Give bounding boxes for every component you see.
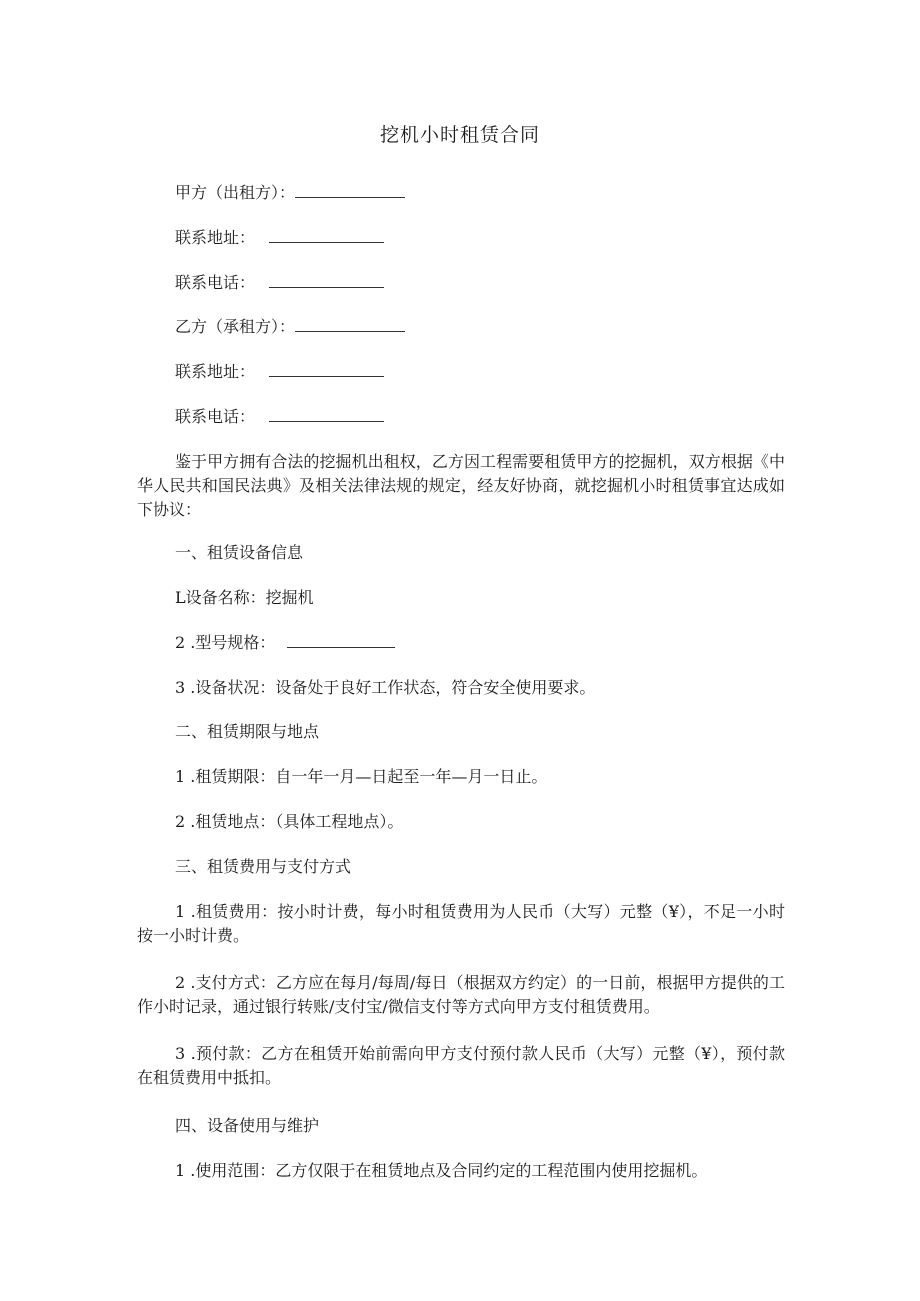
- party-a-address-blank[interactable]: [269, 228, 384, 243]
- section4-heading: 四、设备使用与维护: [175, 1116, 320, 1135]
- party-a-phone-line: [175, 271, 384, 295]
- party-b-address-blank[interactable]: [269, 362, 384, 377]
- section2-item1: 1 .租赁期限：自一年一月—日起至一年—月一日止。: [175, 767, 548, 786]
- section2-heading: 二、租赁期限与地点: [175, 722, 320, 741]
- section3-heading: 三、租赁费用与支付方式: [175, 857, 352, 876]
- section3-item3: 3 .预付款：乙方在租赁开始前需向甲方支付预付款人民币（大写）元整（¥），预付款在租赁费用中抵扣。: [137, 1044, 785, 1087]
- section3-item2: 2 .支付方式：乙方应在每月/每周/每日（根据双方约定）的一日前，根据甲方提供的工作小时记录，通过银行转账/支付宝/微信支付等方式向甲方支付租赁费用。: [137, 973, 785, 1016]
- party-a-label: 甲方（出租方）：: [175, 183, 296, 202]
- party-a-phone-label: 联系电话：: [175, 273, 256, 292]
- party-b-address-line: [175, 360, 384, 384]
- model-spec-blank[interactable]: [287, 633, 395, 648]
- document-title: 挖机小时租赁合同: [379, 124, 540, 146]
- party-b-label: 乙方（承租方）：: [175, 317, 296, 336]
- party-a-line: [175, 181, 405, 205]
- party-b-phone-blank[interactable]: [269, 407, 384, 422]
- party-a-blank[interactable]: [295, 183, 405, 198]
- section2-item2: 2 .租赁地点：（具体工程地点）。: [175, 812, 404, 831]
- party-b-phone-line: [175, 405, 384, 429]
- section1-item2: 2 .型号规格：: [175, 633, 276, 652]
- section1-item2-line: [175, 631, 395, 655]
- section1-item3: 3 .设备状况：设备处于良好工作状态，符合安全使用要求。: [175, 678, 596, 697]
- party-a-address-label: 联系地址：: [175, 228, 256, 247]
- section3-item1: 1 .租赁费用：按小时计费，每小时租赁费用为人民币（大写）元整（¥），不足一小时按一小时计费。: [137, 902, 785, 945]
- party-b-phone-label: 联系电话：: [175, 407, 256, 426]
- party-b-line: [175, 315, 405, 339]
- section1-item1: L设备名称：挖掘机: [175, 588, 314, 607]
- party-b-address-label: 联系地址：: [175, 362, 256, 381]
- party-a-address-line: [175, 226, 384, 250]
- party-b-blank[interactable]: [295, 317, 405, 332]
- section1-heading: 一、租赁设备信息: [175, 543, 304, 562]
- section4-item1: 1 .使用范围：乙方仅限于在租赁地点及合同约定的工程范围内使用挖掘机。: [175, 1161, 708, 1180]
- party-a-phone-blank[interactable]: [269, 273, 384, 288]
- preamble-paragraph: 鉴于甲方拥有合法的挖掘机出租权，乙方因工程需要租赁甲方的挖掘机，双方根据《中华人民共和国民法典》及相关法律法规的规定，经友好协商，就挖掘机小时租赁事宜达成如下协议：: [137, 452, 785, 519]
